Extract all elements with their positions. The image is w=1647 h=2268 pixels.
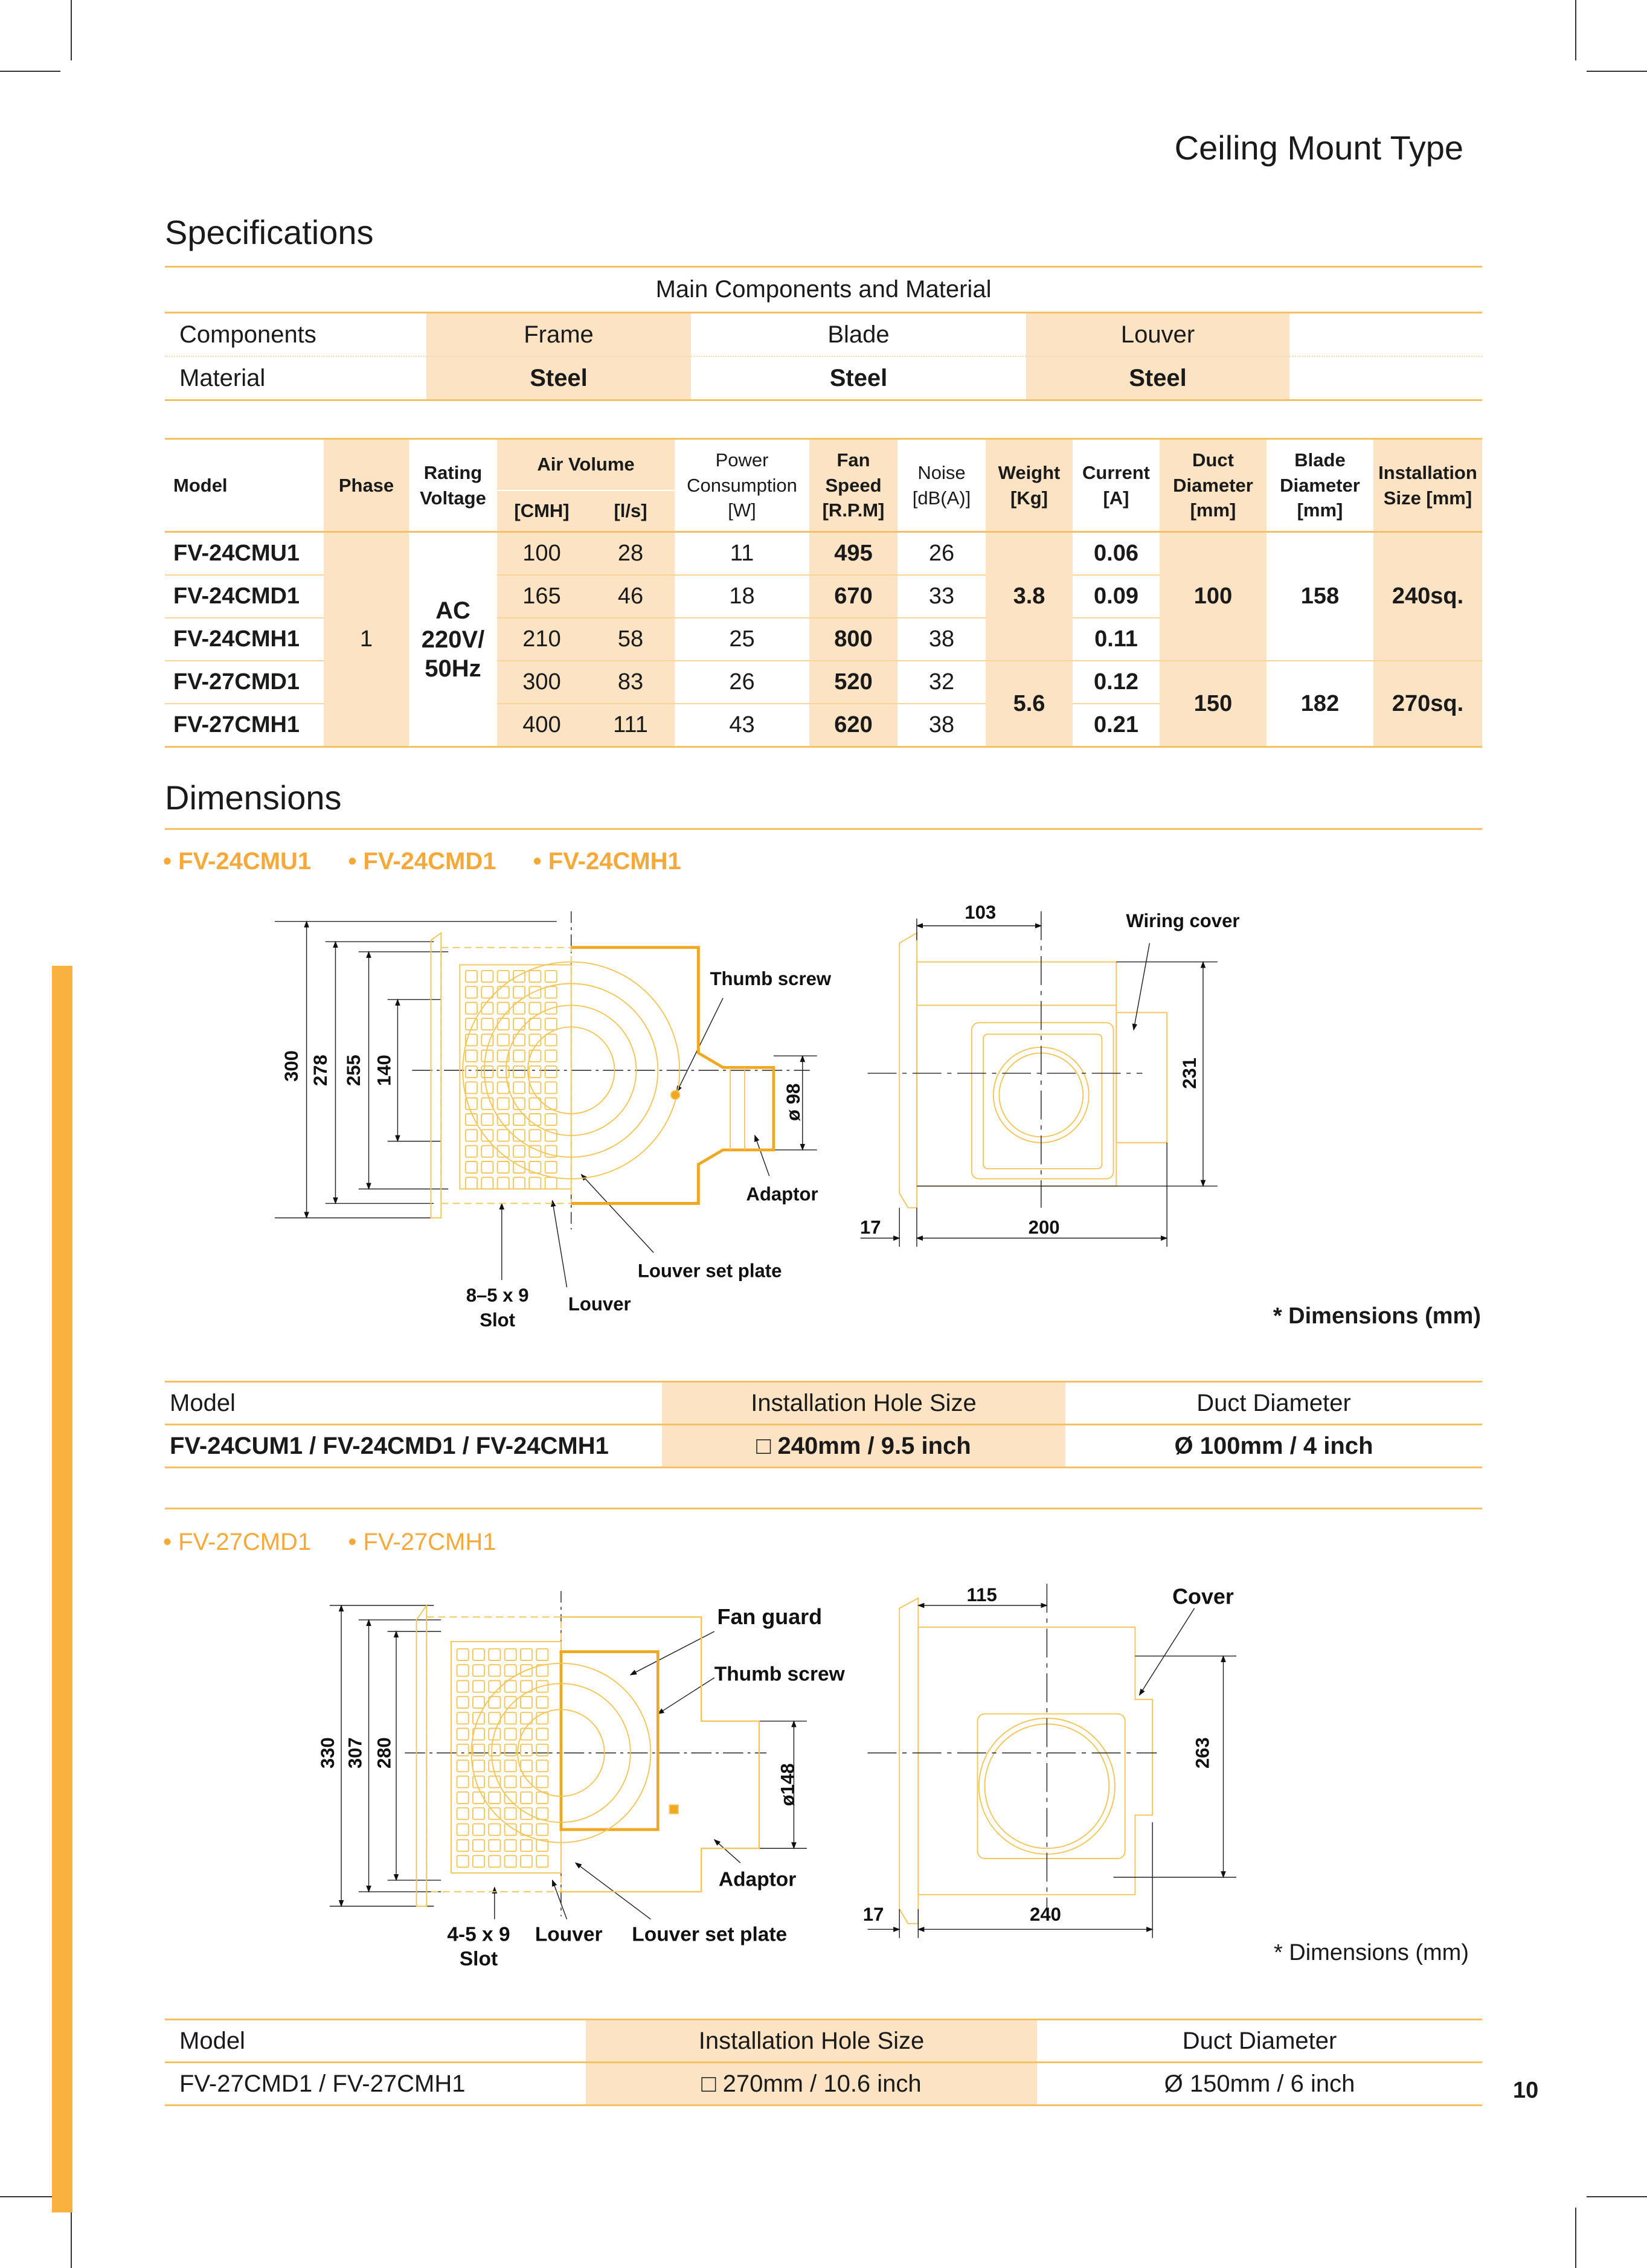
dim-240: 240 <box>1030 1903 1061 1925</box>
grille-cell <box>481 1161 493 1173</box>
grille-cell <box>457 1808 469 1819</box>
grille-cell <box>505 1776 516 1788</box>
component-cell: Louver <box>1026 313 1289 357</box>
grille-cell <box>529 1034 541 1046</box>
dim-330: 330 <box>317 1737 339 1769</box>
rpm-cell: 620 <box>809 704 897 747</box>
grille-cell <box>529 986 541 998</box>
drawing-24-side-view <box>861 911 1218 1247</box>
grille-cell <box>466 986 477 998</box>
dim-98: ø 98 <box>782 1083 804 1121</box>
grille-cell <box>513 1146 525 1157</box>
grille-cell <box>457 1681 469 1692</box>
grille-cell <box>513 1050 525 1062</box>
model-cell: FV-27CMD1 <box>165 661 324 704</box>
cmh-cell: 400 <box>497 704 586 747</box>
grille-cell <box>481 1003 493 1014</box>
grille-cell <box>473 1697 484 1708</box>
dimensions-note: * Dimensions (mm) <box>1273 1303 1481 1329</box>
page-title: Ceiling Mount Type <box>1174 129 1463 167</box>
grille-cell <box>529 1114 541 1125</box>
grille-cell <box>498 971 509 982</box>
grille-cell <box>505 1712 516 1724</box>
current-cell: 0.12 <box>1073 661 1160 704</box>
header-hole-size: Installation Hole Size <box>586 2020 1037 2063</box>
grille-cell <box>489 1840 500 1851</box>
grille-cell <box>457 1649 469 1660</box>
component-cell: Frame <box>426 313 691 357</box>
rpm-cell: 520 <box>809 661 897 704</box>
weight-cell: 5.6 <box>986 661 1073 747</box>
grille-cell <box>457 1744 469 1756</box>
grille-cell <box>521 1649 532 1660</box>
grille-cell <box>545 1114 557 1125</box>
header-power: Power Consumption [W] <box>687 449 797 521</box>
noise-cell: 26 <box>897 532 986 576</box>
grille-cell <box>473 1760 484 1772</box>
grille-cell <box>473 1824 484 1836</box>
header-duct: Duct Diameter <box>1065 1382 1482 1425</box>
blade-cell: 182 <box>1267 661 1373 747</box>
dim-307: 307 <box>344 1737 366 1769</box>
label-adaptor: Adaptor <box>746 1183 818 1205</box>
weight-cell: 3.8 <box>986 532 1073 661</box>
grille-cell <box>466 1066 477 1078</box>
grille-cell <box>513 1177 525 1189</box>
grille-cell <box>545 1034 557 1046</box>
louver-grille <box>457 1649 548 1868</box>
grille-cell <box>466 1146 477 1157</box>
header-phase: Phase <box>324 439 409 532</box>
power-cell: 25 <box>675 618 809 661</box>
label-adaptor: Adaptor <box>718 1868 797 1891</box>
page-number: 10 <box>1513 2078 1539 2103</box>
label-slot: Slot <box>480 1309 515 1331</box>
grille-cell <box>473 1744 484 1756</box>
grille-cell <box>489 1855 500 1867</box>
header-blade-diameter: Blade Diameter [mm] <box>1280 449 1360 521</box>
model-cell: FV-24CMD1 <box>165 575 324 618</box>
header-current: Current [A] <box>1082 461 1150 509</box>
model-label: • FV-24CMH1 <box>533 848 681 875</box>
header-hole-size: Installation Hole Size <box>662 1382 1065 1425</box>
duct-cell: Ø 150mm / 6 inch <box>1037 2063 1482 2106</box>
grille-cell <box>505 1697 516 1708</box>
grille-cell <box>529 1018 541 1030</box>
label-thumb-screw: Thumb screw <box>714 1663 845 1686</box>
grille-cell <box>457 1760 469 1772</box>
grille-cell <box>498 1161 509 1173</box>
drawing-27-side-view <box>868 1584 1237 1938</box>
specifications-heading: Specifications <box>165 213 374 251</box>
noise-cell: 38 <box>897 618 986 661</box>
cmh-cell: 210 <box>497 618 586 661</box>
grille-cell <box>529 1066 541 1078</box>
grille-cell <box>529 1003 541 1014</box>
grille-cell <box>466 971 477 982</box>
ls-cell: 111 <box>586 704 675 747</box>
grille-cell <box>513 971 525 982</box>
model-cell: FV-24CMH1 <box>165 618 324 661</box>
dim-103: 103 <box>965 901 997 923</box>
louver-grille <box>466 971 557 1189</box>
header-rating-voltage: Rating Voltage <box>420 461 486 509</box>
label-louver-set-plate: Louver set plate <box>632 1923 788 1946</box>
ls-cell: 28 <box>586 532 675 576</box>
grille-cell <box>498 1098 509 1110</box>
grille-cell <box>505 1729 516 1740</box>
dim-263: 263 <box>1192 1737 1213 1769</box>
dim-17: 17 <box>862 1903 884 1925</box>
power-cell: 43 <box>675 704 809 747</box>
model-label: • FV-24CMD1 <box>348 848 496 875</box>
grille-cell <box>498 1129 509 1141</box>
grille-cell <box>545 1066 557 1078</box>
grille-cell <box>473 1792 484 1804</box>
dim-278: 278 <box>310 1055 332 1087</box>
grille-cell <box>473 1681 484 1692</box>
dim-280: 280 <box>373 1737 395 1769</box>
cmh-cell: 100 <box>497 532 586 576</box>
dim-115: 115 <box>966 1584 997 1605</box>
install-cell: 240sq. <box>1373 532 1482 661</box>
current-cell: 0.21 <box>1073 704 1160 747</box>
grille-cell <box>505 1808 516 1819</box>
grille-cell <box>489 1792 500 1804</box>
hole-size-cell: □ 270mm / 10.6 inch <box>586 2063 1037 2106</box>
dim-255: 255 <box>343 1055 365 1087</box>
model-label: • FV-24CMU1 <box>163 848 312 875</box>
grille-cell <box>498 986 509 998</box>
current-cell: 0.09 <box>1073 575 1160 618</box>
grille-cell <box>466 1050 477 1062</box>
material-cell: Steel <box>829 364 888 391</box>
grille-cell <box>529 1129 541 1141</box>
header-model: Model <box>173 474 228 496</box>
ls-cell: 58 <box>586 618 675 661</box>
grille-cell <box>466 1177 477 1189</box>
grille-cell <box>545 1177 557 1189</box>
header-cmh: [CMH] <box>497 490 586 532</box>
header-model: Model <box>165 2020 586 2063</box>
current-cell: 0.06 <box>1073 532 1160 576</box>
noise-cell: 33 <box>897 575 986 618</box>
component-cell: Blade <box>691 313 1026 357</box>
material-cell: Steel <box>426 356 691 400</box>
label-louver: Louver <box>535 1923 603 1946</box>
hole-size-cell: □ 240mm / 9.5 inch <box>662 1425 1065 1468</box>
power-cell: 11 <box>675 532 809 576</box>
grille-cell <box>536 1824 548 1836</box>
grille-cell <box>489 1760 500 1772</box>
header-weight: Weight [Kg] <box>986 439 1073 532</box>
grille-cell <box>521 1855 532 1867</box>
model-label: • FV-27CMD1 <box>163 1529 312 1555</box>
label-wiring-cover: Wiring cover <box>1126 910 1240 932</box>
blade-cell: 158 <box>1267 532 1373 661</box>
grille-cell <box>513 986 525 998</box>
grille-cell <box>536 1760 548 1772</box>
grille-cell <box>521 1760 532 1772</box>
cmh-cell: 165 <box>497 575 586 618</box>
grille-cell <box>529 971 541 982</box>
grille-cell <box>536 1729 548 1740</box>
label-fan-guard: Fan guard <box>717 1604 823 1630</box>
grille-cell <box>545 1098 557 1110</box>
model-label: • FV-27CMH1 <box>348 1529 496 1555</box>
grille-cell <box>457 1824 469 1836</box>
dim-148: ø148 <box>777 1763 798 1807</box>
grille-cell <box>466 1161 477 1173</box>
grille-cell <box>489 1665 500 1676</box>
grille-cell <box>513 1018 525 1030</box>
current-cell: 0.11 <box>1073 618 1160 661</box>
grille-cell <box>521 1744 532 1756</box>
grille-cell <box>536 1776 548 1788</box>
materials-caption: Main Components and Material <box>165 267 1482 313</box>
row-label: Components <box>165 313 426 357</box>
row-label: Material <box>179 364 266 391</box>
grille-cell <box>498 1034 509 1046</box>
grille-cell <box>505 1840 516 1851</box>
grille-cell <box>521 1697 532 1708</box>
header-noise: Noise [dB(A)] <box>912 461 971 509</box>
grille-cell <box>529 1050 541 1062</box>
grille-cell <box>505 1649 516 1660</box>
grille-cell <box>457 1776 469 1788</box>
grille-cell <box>481 1146 493 1157</box>
grille-cell <box>505 1665 516 1676</box>
grille-cell <box>473 1855 484 1867</box>
grille-cell <box>457 1665 469 1676</box>
model-cell: FV-27CMH1 <box>165 704 324 747</box>
dim-200: 200 <box>1028 1216 1060 1238</box>
grille-cell <box>466 1003 477 1014</box>
grille-cell <box>505 1760 516 1772</box>
grille-cell <box>513 1034 525 1046</box>
rating-voltage-cell: AC 220V/ 50Hz <box>409 532 497 747</box>
model-cell: FV-24CUM1 / FV-24CMD1 / FV-24CMH1 <box>165 1425 662 1468</box>
grille-cell <box>457 1792 469 1804</box>
grille-cell <box>545 1161 557 1173</box>
noise-cell: 38 <box>897 704 986 747</box>
grille-cell <box>513 1066 525 1078</box>
header-air-volume: Air Volume <box>497 439 675 490</box>
dim-231: 231 <box>1179 1057 1201 1089</box>
install-cell: 270sq. <box>1373 661 1482 747</box>
grille-cell <box>466 1129 477 1141</box>
label-thumb-screw: Thumb screw <box>710 968 832 989</box>
grille-cell <box>489 1744 500 1756</box>
header-installation-size: Installation Size [mm] <box>1373 439 1482 532</box>
grille-cell <box>505 1855 516 1867</box>
grille-cell <box>545 971 557 982</box>
grille-cell <box>466 1082 477 1093</box>
dimensions-note: * Dimensions (mm) <box>1273 1940 1469 1965</box>
grille-cell <box>536 1855 548 1867</box>
grille-cell <box>536 1744 548 1756</box>
phase-cell: 1 <box>324 532 409 747</box>
grille-cell <box>521 1776 532 1788</box>
grille-cell <box>545 1082 557 1093</box>
duct-cell: Ø 100mm / 4 inch <box>1065 1425 1482 1468</box>
grille-cell <box>505 1792 516 1804</box>
label-slot-count: 8–5 x 9 <box>466 1285 529 1306</box>
dim-300: 300 <box>281 1050 303 1082</box>
ls-cell: 46 <box>586 575 675 618</box>
grille-cell <box>529 1177 541 1189</box>
dim-140: 140 <box>373 1055 395 1087</box>
cmh-cell: 300 <box>497 661 586 704</box>
grille-cell <box>505 1744 516 1756</box>
grille-cell <box>521 1840 532 1851</box>
grille-cell <box>536 1697 548 1708</box>
grille-cell <box>545 986 557 998</box>
grille-cell <box>473 1665 484 1676</box>
grille-cell <box>545 1129 557 1141</box>
power-cell: 18 <box>675 575 809 618</box>
grille-cell <box>481 1177 493 1189</box>
header-duct-diameter: Duct Diameter [mm] <box>1160 439 1267 532</box>
grille-cell <box>536 1808 548 1819</box>
label-louver-set-plate: Louver set plate <box>637 1260 782 1282</box>
grille-cell <box>457 1712 469 1724</box>
label-slot: Slot <box>459 1948 498 1971</box>
header-ls: [l/s] <box>586 490 675 532</box>
grille-cell <box>545 1018 557 1030</box>
grille-cell <box>457 1855 469 1867</box>
ls-cell: 83 <box>586 661 675 704</box>
grille-cell <box>481 1114 493 1125</box>
label-cover: Cover <box>1172 1584 1234 1609</box>
grille-cell <box>473 1649 484 1660</box>
grille-cell <box>473 1808 484 1819</box>
grille-cell <box>473 1840 484 1851</box>
label-louver: Louver <box>568 1293 631 1315</box>
grille-cell <box>481 1018 493 1030</box>
grille-cell <box>457 1840 469 1851</box>
grille-cell <box>498 1018 509 1030</box>
header-model: Model <box>165 1382 662 1425</box>
grille-cell <box>513 1114 525 1125</box>
grille-cell <box>481 971 493 982</box>
header-fan-speed: Fan Speed [R.P.M] <box>809 439 897 532</box>
grille-cell <box>489 1824 500 1836</box>
grille-cell <box>521 1792 532 1804</box>
model-cell: FV-27CMD1 / FV-27CMH1 <box>165 2063 586 2106</box>
label-slot-count: 4-5 x 9 <box>447 1923 510 1946</box>
rpm-cell: 670 <box>809 575 897 618</box>
grille-cell <box>481 1050 493 1062</box>
grille-cell <box>457 1697 469 1708</box>
grille-cell <box>489 1681 500 1692</box>
dimensions-heading: Dimensions <box>165 779 342 817</box>
grille-cell <box>498 1177 509 1189</box>
duct-cell: 100 <box>1160 532 1267 661</box>
grille-cell <box>457 1729 469 1740</box>
grille-cell <box>481 1066 493 1078</box>
grille-cell <box>498 1066 509 1078</box>
model-cell: FV-24CMU1 <box>165 532 324 576</box>
power-cell: 26 <box>675 661 809 704</box>
grille-cell <box>489 1649 500 1660</box>
rpm-cell: 800 <box>809 618 897 661</box>
dim-17: 17 <box>860 1216 881 1238</box>
grille-cell <box>536 1649 548 1660</box>
noise-cell: 32 <box>897 661 986 704</box>
header-duct: Duct Diameter <box>1037 2020 1482 2063</box>
rpm-cell: 495 <box>809 532 897 576</box>
grille-cell <box>466 1114 477 1125</box>
material-cell: Steel <box>1026 356 1289 400</box>
duct-cell: 150 <box>1160 661 1267 747</box>
grille-cell <box>545 1050 557 1062</box>
grille-cell <box>513 1082 525 1093</box>
